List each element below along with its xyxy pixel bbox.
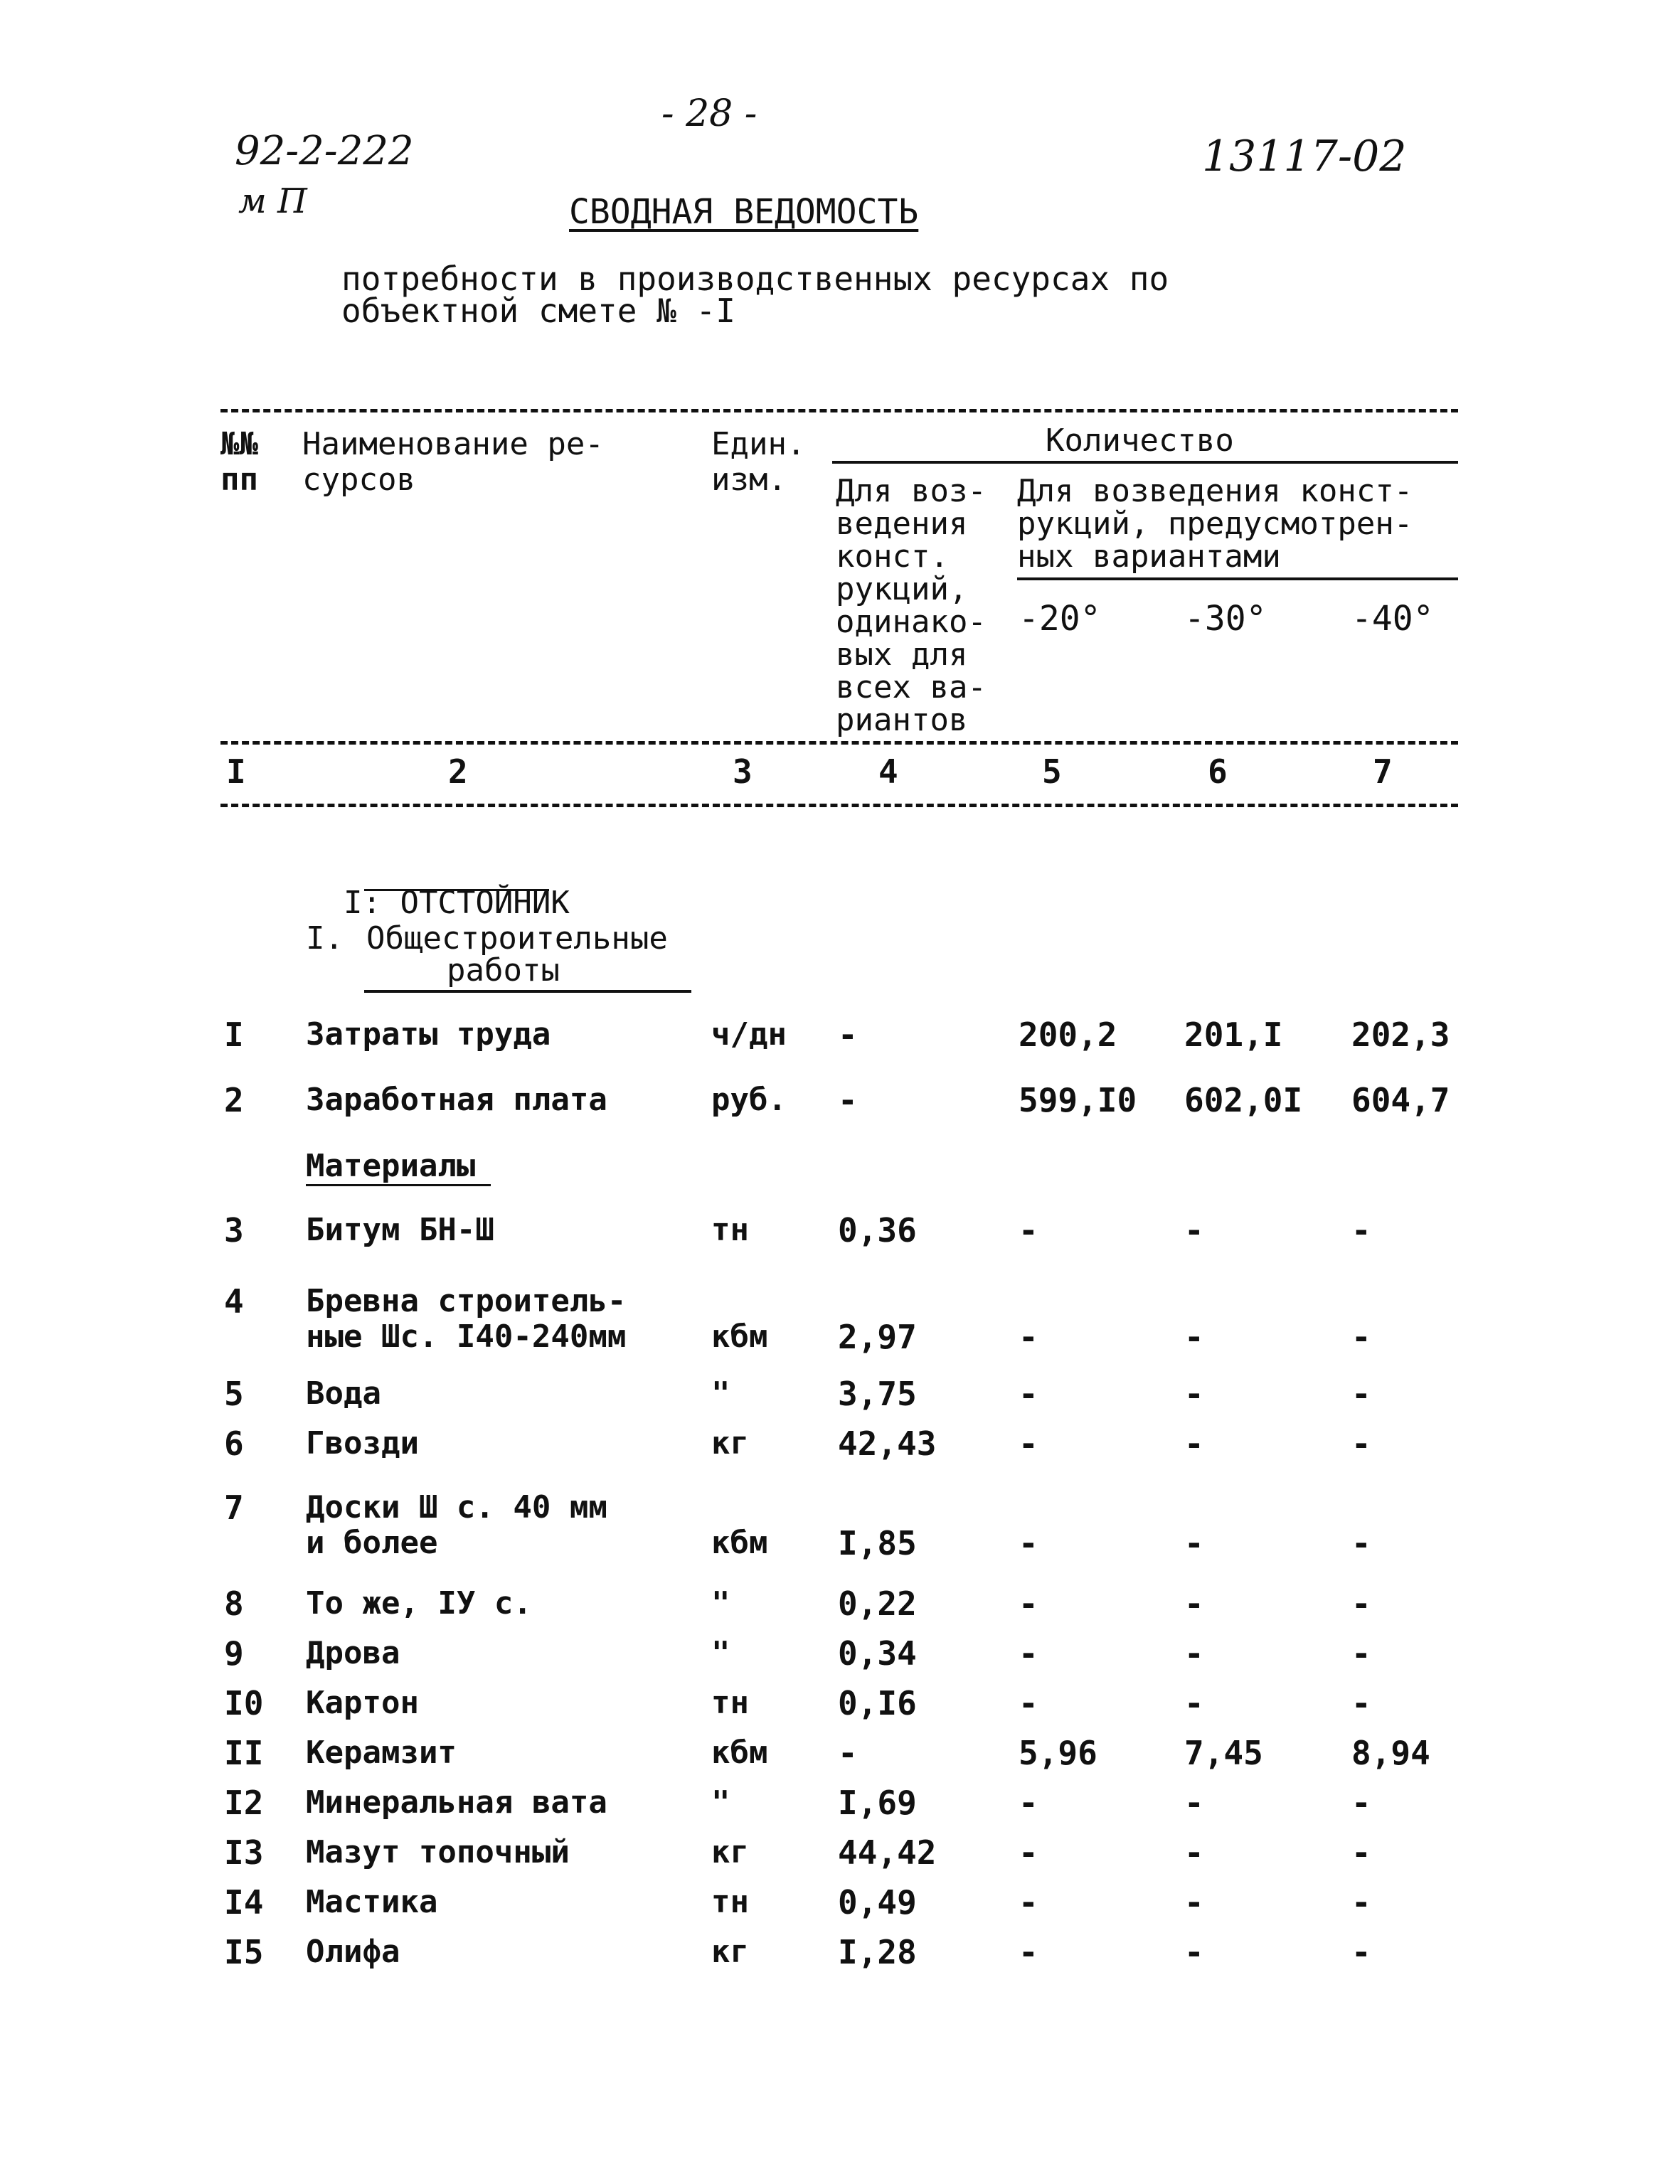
value-variant-minus-20: - [1019,1584,1038,1623]
unit-cell: руб. [711,1082,787,1118]
value-variant-minus-30: 7,45 [1184,1734,1263,1772]
header-by-variants: Для возведения конст- рукций, предусмотрен- ных вариантами [1017,473,1413,575]
value-variant-minus-20: - [1019,1211,1038,1250]
value-variant-minus-40: - [1351,1424,1371,1463]
value-same-all-variants: - [838,1016,858,1054]
row-number: 3 [224,1211,244,1250]
value-variant-minus-40: 604,7 [1351,1081,1450,1119]
document-code-right: 13117-02 [1202,132,1407,181]
subsection-line2: работы [447,952,560,989]
header-variants-rule [1017,577,1458,580]
value-variant-minus-30: - [1184,1684,1204,1722]
unit-cell: " [711,1375,730,1412]
row-number: 7 [224,1488,244,1527]
column-number-1: I [226,752,246,791]
resource-name: То же, IУ с. [306,1585,532,1621]
unit-cell: кбм [711,1319,768,1355]
value-same-all-variants: 0,36 [838,1211,917,1250]
column-number-6: 6 [1208,752,1228,791]
value-variant-minus-30: - [1184,1375,1204,1413]
resource-name: Картон [306,1685,419,1721]
row-number: I2 [224,1784,264,1822]
document-title: СВОДНАЯ ВЕДОМОСТЬ [569,192,919,232]
value-variant-minus-20: - [1019,1833,1038,1872]
value-variant-minus-30: - [1184,1211,1204,1250]
value-same-all-variants: 0,49 [838,1883,917,1922]
value-same-all-variants: 0,22 [838,1584,917,1623]
unit-cell: тн [711,1884,749,1920]
header-variant-minus-30: -30° [1184,599,1267,639]
subsection-underline [364,990,691,993]
resource-name: Минеральная вата [306,1784,607,1821]
row-number: 6 [224,1424,244,1463]
value-variant-minus-20: 599,I0 [1019,1081,1137,1119]
value-variant-minus-40: - [1351,1524,1371,1562]
row-number: II [224,1734,264,1772]
resource-name: Бревна строитель- ные Шс. I40-240мм [306,1283,627,1355]
value-variant-minus-30: - [1184,1424,1204,1463]
row-number: I [224,1016,244,1054]
header-number: №№ пп [220,426,258,498]
section-title-text: I: ОТСТОЙНИК [343,885,570,921]
page-number: - 28 - [661,92,757,135]
column-number-3: 3 [733,752,753,791]
value-variant-minus-40: - [1351,1211,1371,1250]
section-title [306,850,570,921]
value-same-all-variants: I,85 [838,1524,917,1562]
header-variant-minus-40: -40° [1351,599,1434,639]
value-variant-minus-20: - [1019,1784,1038,1822]
row-number: I0 [224,1684,264,1722]
resource-name: Мастика [306,1884,438,1920]
value-variant-minus-20: - [1019,1524,1038,1562]
unit-cell: тн [711,1212,749,1248]
value-variant-minus-40: - [1351,1684,1371,1722]
value-variant-minus-30: - [1184,1318,1204,1356]
row-number: 2 [224,1081,244,1119]
value-same-all-variants: 3,75 [838,1375,917,1413]
header-same-for-all-variants: Для воз- ведения конст. рукций, одинако- вых для всех ва- риантов [836,473,987,738]
value-same-all-variants: 44,42 [838,1833,937,1872]
document-subtitle-line2: объектной смете № -I [341,292,735,330]
value-variant-minus-40: - [1351,1784,1371,1822]
unit-cell: кбм [711,1735,768,1771]
materials-underline [306,1184,491,1186]
document-code-left: 92-2-222 [235,128,414,174]
header-variant-minus-20: -20° [1019,599,1101,639]
column-number-2: 2 [448,752,468,791]
value-variant-minus-40: - [1351,1634,1371,1673]
value-variant-minus-20: - [1019,1933,1038,1971]
value-variant-minus-20: - [1019,1318,1038,1356]
row-number: 4 [224,1282,244,1321]
value-variant-minus-40: - [1351,1375,1371,1413]
value-variant-minus-30: - [1184,1883,1204,1922]
value-variant-minus-40: 8,94 [1351,1734,1430,1772]
value-variant-minus-20: - [1019,1684,1038,1722]
value-variant-minus-30: 602,0I [1184,1081,1303,1119]
document-subtitle-line1: потребности в производственных ресурсах по [341,260,1169,298]
value-variant-minus-20: - [1019,1883,1038,1922]
value-variant-minus-40: 202,3 [1351,1016,1450,1054]
subsection-prefix: I. [306,920,344,957]
value-variant-minus-30: - [1184,1634,1204,1673]
value-variant-minus-30: - [1184,1833,1204,1872]
document-code-left-sub: м П [238,181,307,221]
header-quantity: Количество [1046,422,1234,459]
unit-cell: кг [711,1934,749,1970]
value-variant-minus-30: - [1184,1784,1204,1822]
resource-name: Дрова [306,1635,400,1671]
row-number: 9 [224,1634,244,1673]
value-same-all-variants: 0,34 [838,1634,917,1673]
value-variant-minus-20: - [1019,1634,1038,1673]
value-variant-minus-30: - [1184,1933,1204,1971]
value-same-all-variants: I,69 [838,1784,917,1822]
unit-cell: кг [711,1834,749,1870]
resource-name: Олифа [306,1934,400,1970]
subsection-line1: Общестроительные [366,920,668,957]
row-number: I5 [224,1933,264,1971]
value-variant-minus-20: 200,2 [1019,1016,1117,1054]
value-variant-minus-40: - [1351,1318,1371,1356]
resource-name: Гвозди [306,1425,419,1461]
resource-name: Заработная плата [306,1082,607,1118]
value-same-all-variants: - [838,1081,858,1119]
unit-cell: " [711,1635,730,1671]
header-resource-name: Наименование ре- сурсов [302,426,604,498]
unit-cell: " [711,1585,730,1621]
header-bottom-rule [220,741,1458,745]
value-same-all-variants: I,28 [838,1933,917,1971]
value-variant-minus-40: - [1351,1833,1371,1872]
value-variant-minus-40: - [1351,1883,1371,1922]
value-variant-minus-30: - [1184,1524,1204,1562]
row-number: I4 [224,1883,264,1922]
value-same-all-variants: - [838,1734,858,1772]
value-variant-minus-30: - [1184,1584,1204,1623]
column-number-5: 5 [1042,752,1062,791]
column-numbers-bottom-rule [220,804,1458,807]
unit-cell: тн [711,1685,749,1721]
column-number-7: 7 [1373,752,1393,791]
resource-name: Мазут топочный [306,1834,570,1870]
row-number: 8 [224,1584,244,1623]
resource-name: Доски Ш с. 40 мм и более [306,1489,607,1561]
value-variant-minus-20: - [1019,1424,1038,1463]
header-unit: Един. изм. [711,426,806,498]
value-same-all-variants: 2,97 [838,1318,917,1356]
value-variant-minus-20: 5,96 [1019,1734,1097,1772]
table-top-rule [220,409,1458,412]
resource-name: Керамзит [306,1735,457,1771]
resource-name: Затраты труда [306,1016,551,1053]
value-same-all-variants: 42,43 [838,1424,937,1463]
unit-cell: ч/дн [711,1016,787,1053]
row-number: 5 [224,1375,244,1413]
value-variant-minus-20: - [1019,1375,1038,1413]
header-quantity-rule [832,461,1458,464]
materials-label: Материалы [306,1148,476,1184]
section-title-underline [364,889,549,891]
unit-cell: кг [711,1425,749,1461]
value-variant-minus-40: - [1351,1584,1371,1623]
value-variant-minus-40: - [1351,1933,1371,1971]
value-same-all-variants: 0,I6 [838,1684,917,1722]
row-number: I3 [224,1833,264,1872]
resource-name: Вода [306,1375,381,1412]
value-variant-minus-30: 201,I [1184,1016,1283,1054]
resource-name: Битум БН-Ш [306,1212,494,1248]
column-number-4: 4 [878,752,898,791]
unit-cell: кбм [711,1525,768,1561]
unit-cell: " [711,1784,730,1821]
